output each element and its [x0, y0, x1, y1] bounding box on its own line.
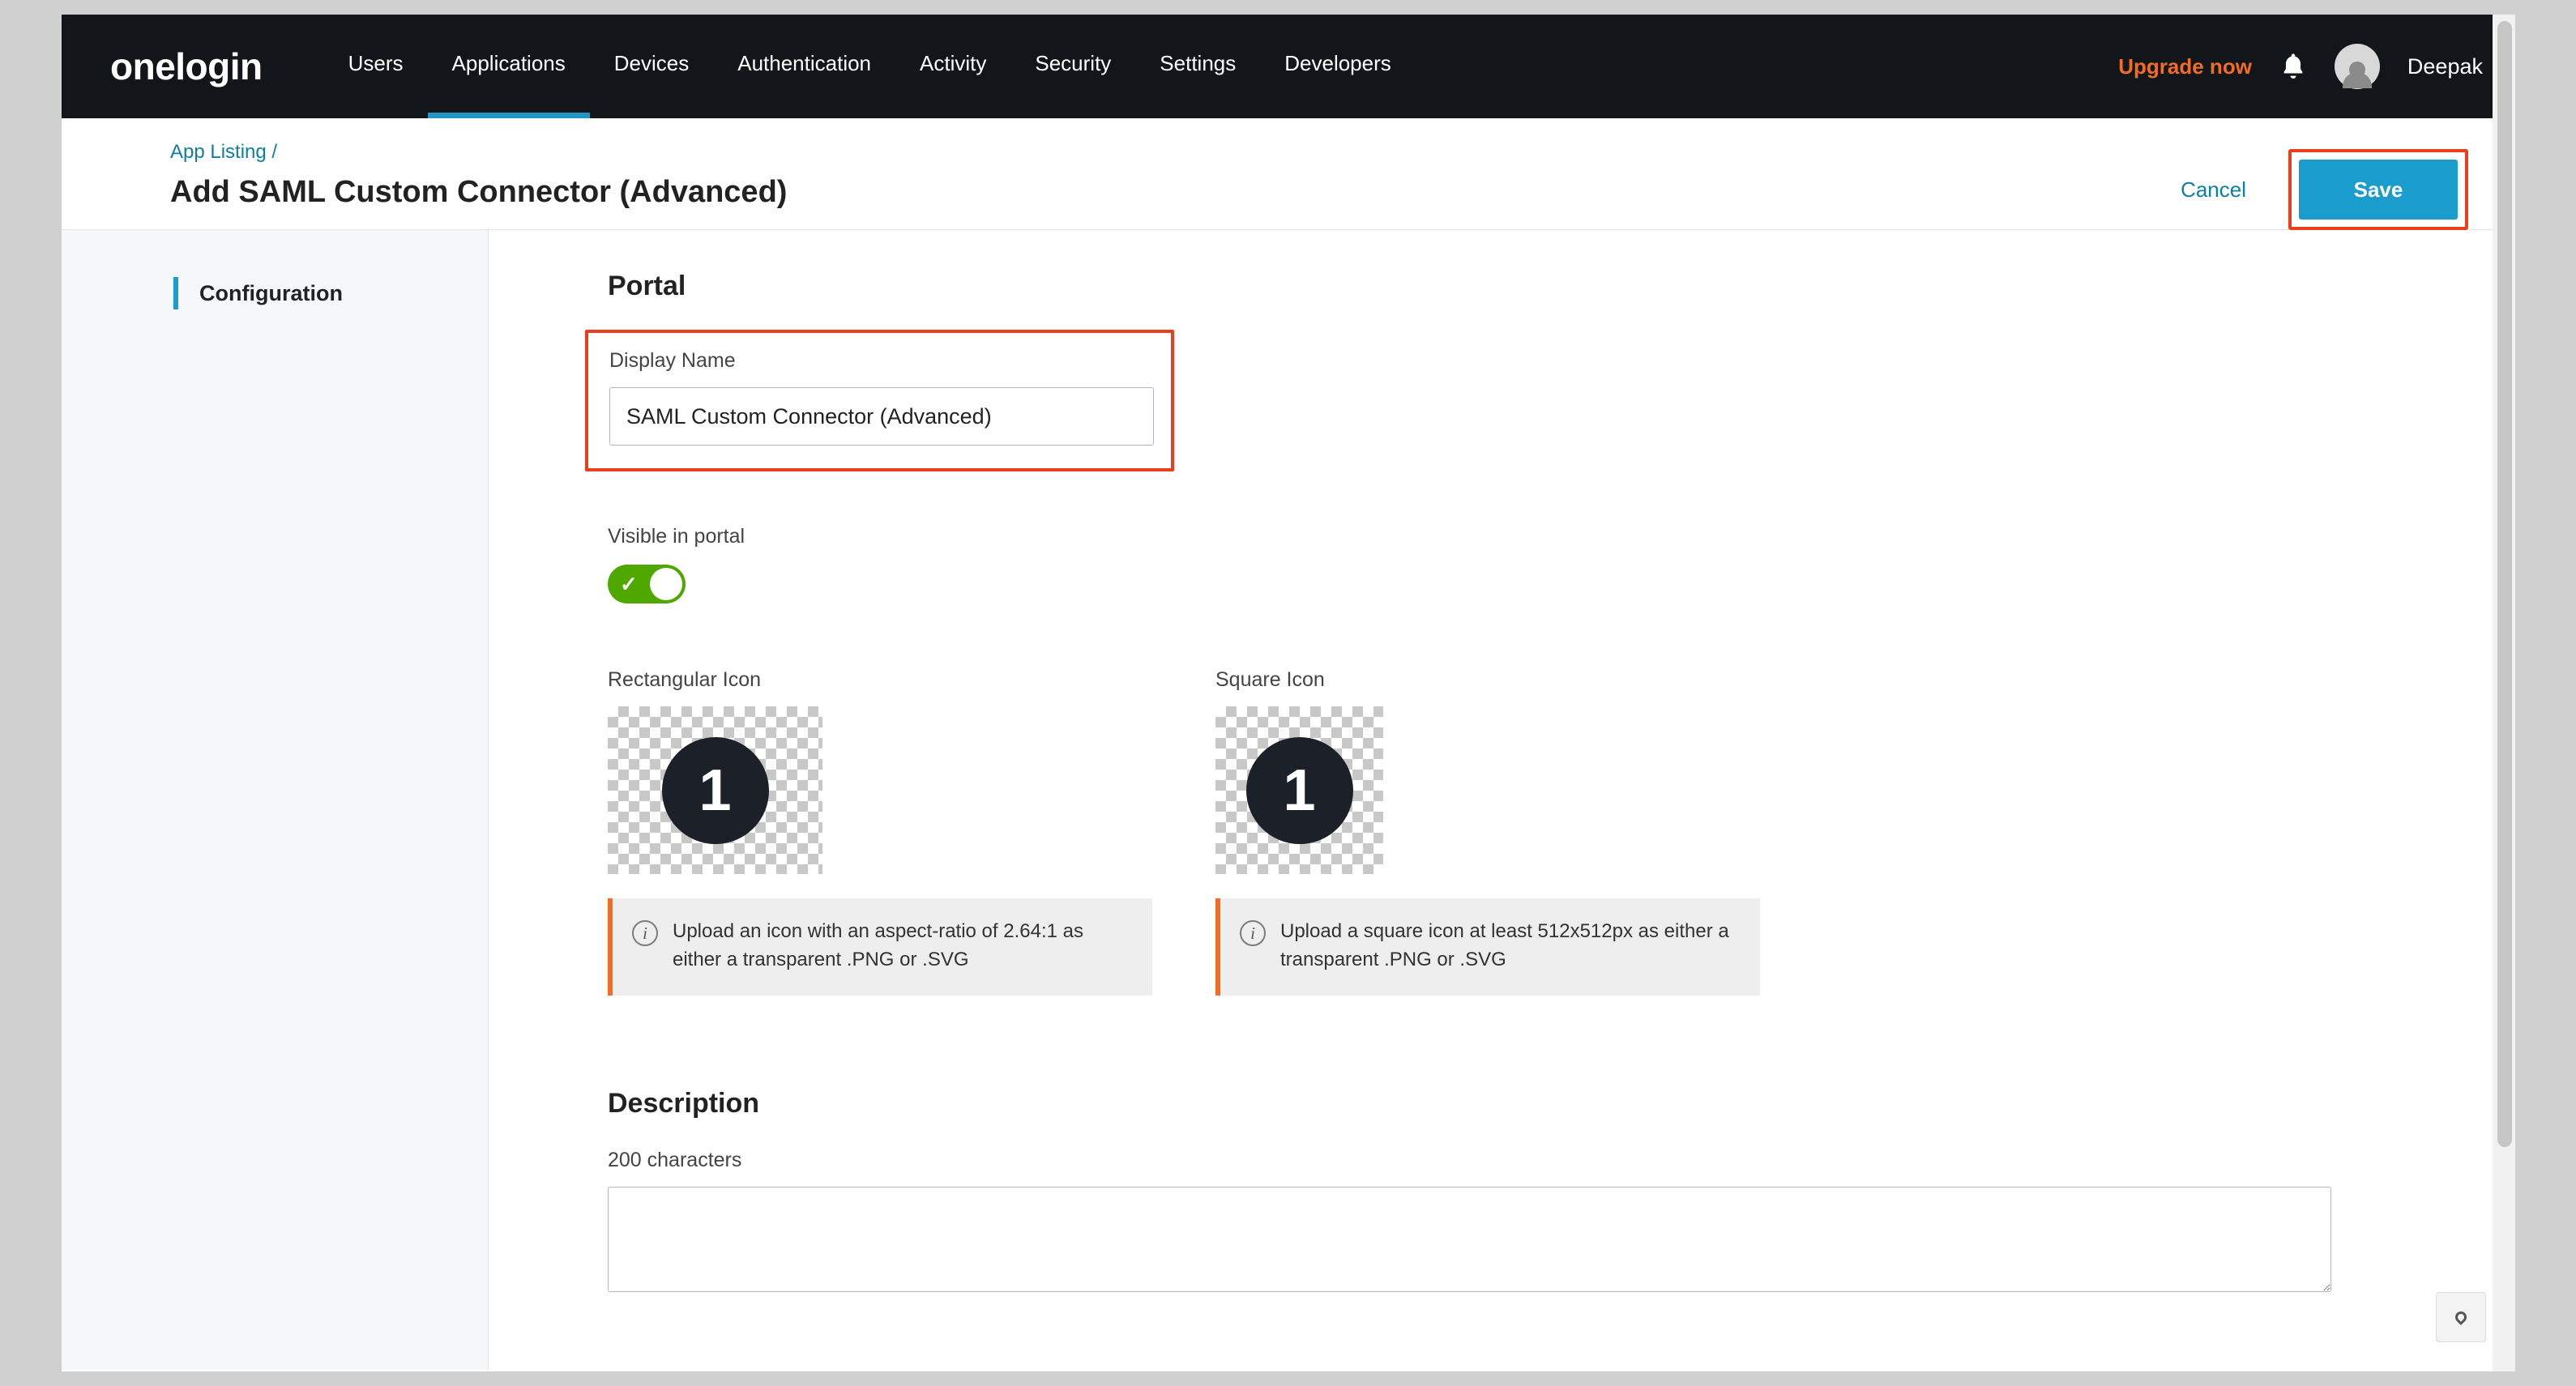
square-icon-preview[interactable] — [1215, 706, 1383, 874]
portal-section-title: Portal — [608, 271, 686, 301]
square-icon-hint-text: Upload a square icon at least 512x512px as either a transparent .PNG or .SVG — [1280, 920, 1729, 970]
header-actions — [2156, 149, 2468, 230]
description-char-count: 200 characters — [608, 1148, 742, 1171]
avatar-image — [2335, 44, 2380, 89]
nav-item-applications[interactable]: Applications — [428, 15, 590, 118]
visible-in-portal-label: Visible in portal — [608, 525, 745, 548]
nav-item-devices[interactable]: Devices — [613, 51, 690, 75]
rectangular-icon-hint — [608, 898, 1152, 996]
visible-in-portal-group — [608, 525, 2515, 603]
display-name-field-highlight — [585, 330, 1174, 471]
top-navigation-bar — [62, 15, 2515, 118]
rectangular-icon-label: Rectangular Icon — [608, 668, 762, 691]
page-header — [62, 118, 2515, 230]
sidebar-active-indicator — [173, 277, 178, 309]
browser-window — [62, 15, 2515, 1371]
nav-item-security[interactable]: Security — [1035, 51, 1112, 75]
main-panel — [489, 230, 2515, 1370]
nav-right-group — [2118, 44, 2483, 89]
save-button-highlight — [2288, 149, 2468, 230]
app-icon-glyph-square: 1 — [1246, 737, 1353, 844]
display-name-input[interactable] — [609, 387, 1154, 446]
info-icon: i — [1240, 920, 1266, 946]
nav-item-activity[interactable]: Activity — [920, 51, 987, 75]
help-pin-button[interactable] — [2436, 1292, 2486, 1342]
description-section-title: Description — [608, 1087, 760, 1119]
notification-bell-icon[interactable] — [2279, 51, 2307, 82]
info-icon: i — [632, 920, 658, 946]
check-icon: ✓ — [620, 572, 638, 596]
nav-items — [324, 15, 1416, 118]
pin-icon — [2453, 1309, 2469, 1325]
breadcrumb[interactable]: App Listing / — [170, 141, 278, 163]
cancel-button[interactable]: Cancel — [2181, 177, 2246, 202]
save-button[interactable]: Save — [2299, 160, 2458, 220]
upgrade-now-link[interactable]: Upgrade now — [2118, 53, 2252, 79]
vertical-scrollbar[interactable] — [2493, 15, 2515, 1371]
square-icon-hint — [1215, 898, 1760, 996]
rectangular-icon-preview[interactable] — [608, 706, 822, 874]
page-content — [62, 230, 2515, 1370]
sidebar-item-label: Configuration — [199, 280, 343, 305]
visible-in-portal-toggle[interactable] — [608, 565, 686, 603]
scrollbar-thumb[interactable] — [2497, 21, 2512, 1147]
description-textarea[interactable] — [608, 1187, 2331, 1292]
square-icon-group — [1215, 668, 1760, 996]
toggle-knob — [650, 568, 682, 600]
nav-item-settings[interactable]: Settings — [1160, 51, 1237, 75]
page-title: Add SAML Custom Connector (Advanced) — [170, 175, 788, 209]
nav-item-users[interactable]: Users — [348, 51, 404, 75]
square-icon-label: Square Icon — [1215, 668, 1325, 691]
sidebar — [62, 230, 489, 1370]
app-icon-glyph: 1 — [662, 737, 769, 844]
nav-item-authentication[interactable]: Authentication — [737, 51, 872, 75]
rectangular-icon-group — [608, 668, 1152, 996]
nav-item-developers[interactable]: Developers — [1284, 51, 1391, 75]
sidebar-item-configuration[interactable] — [62, 277, 488, 309]
rectangular-icon-hint-text: Upload an icon with an aspect-ratio of 2.64:1 as either a transparent .PNG or .SVG — [673, 920, 1083, 970]
avatar[interactable] — [2335, 44, 2380, 89]
display-name-label: Display Name — [609, 349, 736, 372]
username-label[interactable]: Deepak — [2407, 53, 2483, 79]
onelogin-logo[interactable]: onelogin — [110, 45, 263, 87]
icons-row — [608, 668, 2515, 996]
